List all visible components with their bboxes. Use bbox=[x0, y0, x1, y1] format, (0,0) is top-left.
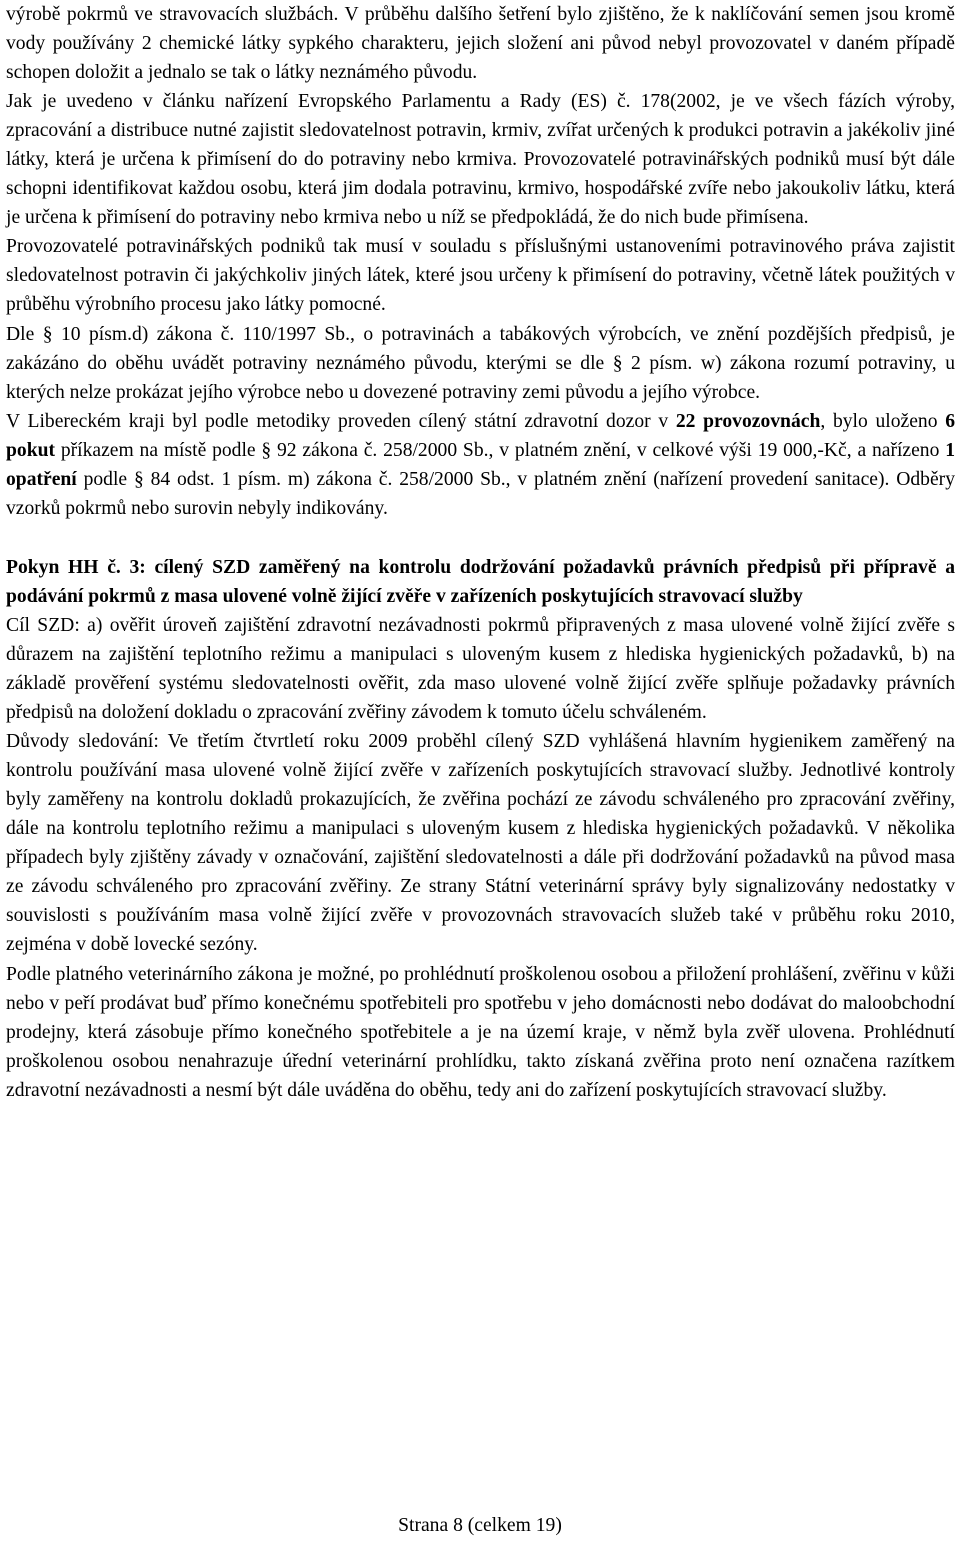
bold-count-measures: 1 opatření bbox=[6, 439, 955, 490]
paragraph-eu-regulation: Jak je uvedeno v článku nařízení Evropského Parlamentu a Rady (ES) č. 178(2002, je ve všech fázích výroby, zpracování a distribuce nutné zajistit sledovatelnost potravin, krmiv, zvířat určených k produkci potravin a jakékoliv jiné látky, která je určena k přimísení do do potraviny nebo krmiva. Provozovatelé potravinářských podniků musí být dále schopni identifikovat každou osobu, která jim dodala potravinu, krmivo, hospodářské zvíře nebo jakoukoliv látku, která je určena k přimísení do potraviny nebo krmiva nebo u níž se předpokládá, že do nich bude přimísena. bbox=[6, 91, 955, 229]
bold-count-establishments: 22 provozovnách bbox=[675, 410, 821, 432]
text-segment: , bylo uloženo bbox=[820, 410, 946, 432]
paragraph-goal: Cíl SZD: a) ověřit úroveň zajištění zdravotní nezávadnosti pokrmů připravených z masa ulovené volně žijící zvěře s důrazem na zajištění teplotního režimu a manipulaci s uloveným kusem z hlediska hygienických požadavků, b) na základě prověření systému sledovatelnosti ověřit, zda maso ulovené volně žijící zvěře splňuje požadavky právních předpisů na doložení dokladu o zpracování zvěřiny závodem k tomuto účelu schváleném. bbox=[6, 614, 955, 724]
paragraph-liberec-results bbox=[6, 407, 955, 523]
document-body bbox=[6, 0, 955, 1105]
spacer bbox=[6, 523, 955, 553]
paragraph-food-law: Dle § 10 písm.d) zákona č. 110/1997 Sb., o potravinách a tabákových výrobcích, ve znění pozdějších předpisů, je zakázáno do oběhu uvádět potraviny neznámého původu, kterými se dle § 2 písm. w) zákona rozumí potraviny, u kterých nelze prokázat jejího výrobce nebo u dovezené potraviny zemi původu a jejího výrobce. bbox=[6, 323, 955, 403]
text-segment: V Libereckém kraji byl podle metodiky proveden cílený státní zdravotní dozor v bbox=[6, 410, 676, 432]
bold-count-fines: 6 pokut bbox=[6, 410, 955, 461]
paragraph-reasons: Důvody sledování: Ve třetím čtvrtletí roku 2009 proběhl cílený SZD vyhlášená hlavním hygienikem zaměřený na kontrolu používání masa ulovené volně žijící zvěře v zařízeních poskytujících stravovací služby. Jednotlivé kontroly byly zaměřeny na kontrolu dokladů prokazujících, že zvěřina pochází ze závodu schváleného pro zpracování zvěřiny, dále na kontrolu teplotního režimu a manipulaci s uloveným kusem z hlediska hygienických požadavků. V několika případech byly zjištěny závady v označování, zajištění sledovatelnosti a dále při dodržování požadavků na původ masa ze závodu schváleného pro zpracování zvěřiny. Ze strany Státní veterinární správy byly signalizovány nedostatky v souvislosti s používáním masa volně žijící zvěře v provozovnách stravovacích služeb také v průběhu roku 2010, zejména v době lovecké sezóny. bbox=[6, 731, 955, 956]
paragraph-intro: výrobě pokrmů ve stravovacích službách. V průběhu dalšího šetření bylo zjištěno, že k naklíčování semen jsou kromě vody používány 2 chemické látky sypkého charakteru, jejich složení ani původ nebyl provozovatel v daném případě schopen doložit a jednalo se tak o látky neznámého původu. bbox=[6, 4, 955, 84]
paragraph-veterinary-law: Podle platného veterinárního zákona je možné, po prohlédnutí proškolenou osobou a přiložení prohlášení, zvěřinu v kůži nebo v peří prodávat buď přímo konečnému spotřebiteli pro spotřebu v jeho domácnosti nebo dodávat do maloobchodní prodejny, která zásobuje přímo konečného spotřebitele a je na území kraje, v němž byla zvěř ulovena. Prohlédnutí proškolenou osobou nenahrazuje úřední veterinární prohlídku, takto získaná zvěřina proto není označena razítkem zdravotní nezávadnosti a nesmí být dále uváděna do oběhu, tedy ani do zařízení poskytujících stravovací služby. bbox=[6, 963, 955, 1101]
text-segment: příkazem na místě podle § 92 zákona č. 258/2000 Sb., v platném znění, v celkové výši 19 000,-Kč, a nařízeno bbox=[55, 439, 946, 461]
page-footer: Strana 8 (celkem 19) bbox=[398, 1515, 562, 1536]
text-segment: podle § 84 odst. 1 písm. m) zákona č. 258/2000 Sb., v platném znění (nařízení provedení sanitace). Odběry vzorků pokrmů nebo surovin nebyly indikovány. bbox=[6, 468, 955, 519]
section-heading: Pokyn HH č. 3: cílený SZD zaměřený na kontrolu dodržování požadavků právních předpisů při přípravě a podávání pokrmů z masa ulovené volně žijící zvěře v zařízeních poskytujících stravovací služby bbox=[6, 556, 955, 607]
paragraph-traceability: Provozovatelé potravinářských podniků tak musí v souladu s příslušnými ustanoveními potravinového práva zajistit sledovatelnost potravin či jakýchkoliv jiných látek, které jsou určeny k přimísení do potraviny, včetně látek použitých v průběhu výrobního procesu jako látky pomocné. bbox=[6, 236, 955, 316]
